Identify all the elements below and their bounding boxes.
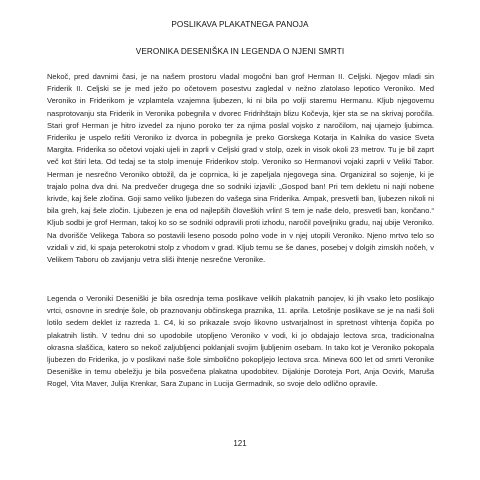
paragraph-poster: Legenda o Veroniki Deseniški je bila osrednja tema poslikave velikih plakatnih panojev, ki jih vsako leto poslikajo vrtci, osnovne in srednje šole, ob praznovanju občinskega praznika, 11. aprila. Letošnje poslikave se je na naši šoli lotilo sedem deklet iz razreda 1. C4, ki so prikazale svojo likovno ustvarjalnost in spretnost vihtenja čopiča po plakatnih listih. V tednu dni so upodobile utopljeno Veroniko v vodi, ki jo obdajajo lectova srca, tradicionalna okrasna slaščica, katero so nekoč zaljubljenci poklanjali svojim ljubljenim osebam. In tako kot je Veroniko pokopala ljubezen do Friderika, jo v poslikavi naše šole simbolično pokopljejo lectova srca. Mineva 600 let od smrti Veronike Deseniške in temu obeležju je bila posvečena plakatna upodobitev. Dijakinje Doroteja Port, Anja Ocvirk, Maruša Rogel, Vita Maver, Julija Krenkar, Sara Zupanc in Lucija Germadnik, so svoje delo odlično opravile. [47, 294, 434, 389]
document-title: POSLIKAVA PLAKATNEGA PANOJA [171, 20, 309, 29]
document-subtitle: VERONIKA DESENIŠKA IN LEGENDA O NJENI SMRTI [135, 47, 345, 56]
paragraph-legend: Nekoč, pred davnimi časi, je na našem prostoru vladal mogočni ban grof Herman II. Celjski. Njegov mladi sin Friderik II. Celjski se je med ježo po očetovem posestvu zagledal v nežno zlatolaso lepotico Veroniko. Med Veroniko in Friderikom je vzplamtela vzajemna ljubezen, ki ni bila po volji staremu Hermanu. Kljub njegovemu nasprotovanju sta Friderik in Veronika pobegnila v dvorec Fridrihštajn blizu Kočevja, kjer sta se na skrivaj poročila. Stari grof Herman je hitro izvedel za njuno poroko ter za njima poslal vojsko z naročilom, naj ujameјo ljubimca. Frideriku je uspelo rešiti Veroniko iz dvorca in pobegnila je preko Gorskega Kotarja in Kalnika do vasice Sveta Margita. Friderika so očetovi vojaki ujeli in zaprli v Celjski grad v stolp, ozek in visok okoli 23 metrov. Tu je bil zaprt več kot štiri leta. Od tedaj se ta stolp imenuje Friderikov stolp. Veroniko so Hermanovi vojaki zaprli v Veliki Tabor. Herman je nesrečno Veroniko obtožil, da je coprnica, ki je zapeljala njegovega sina. Organiziral so sojenje, ki je trajalo polna dva dni. Na predvečer drugega dne so sodniki izjavili: „Gospod ban! Pri tem dekletu ni najti nobene krivde, kaj šele zločina. Goji samo veliko ljubezen do vašega sina Friderika. Ampak, presvetli ban, ljubezen nikoli ni bila greh, kaj šele zločin. Ljubezen je ena od najlepših človeških vrlin! S tem je naše delo, presvetli ban, končano.“ Kljub sodbi je grof Herman, takoj ko so se sodniki odpravili proti izhodu, naročil poveljniku gradu, naj ubije Veroniko. Na dvorišče Velikega Tabora so postavili leseno posodo polno vode in v njej utopili Veroniko. Njeno mrtvo telo so vzidali v zid, ki spaja peterokotni stolp z vhodom v grad. Kljub temu se še danes, posebej v dolgih zimskih nočeh, v Velikem Taboru ob zavijanju vetra sliši ihtenje nesrečne Veronike. [47, 72, 434, 265]
page-number: 121 [233, 439, 247, 448]
